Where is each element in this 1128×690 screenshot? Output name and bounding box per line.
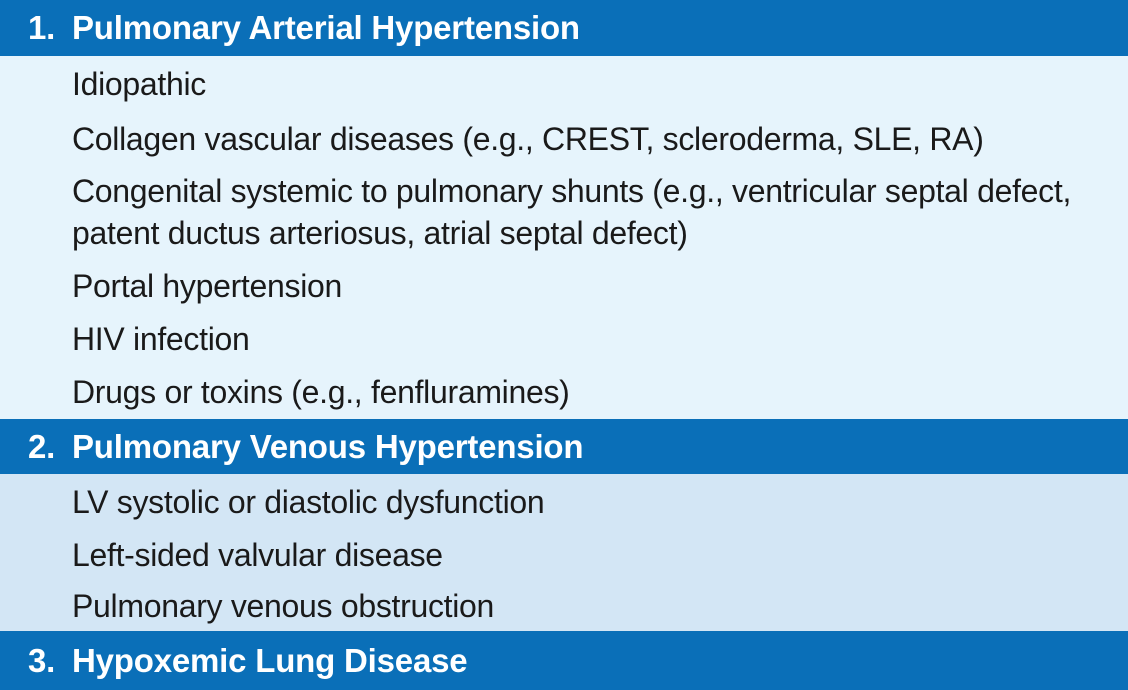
section-2-number: 2. [28, 427, 56, 465]
section-3-header [0, 631, 1128, 690]
section-1-items [0, 56, 1128, 419]
section-2-title: Pulmonary Venous Hypertension [72, 427, 584, 465]
list-item: Idiopathic [72, 66, 206, 102]
section-1-title: Pulmonary Arterial Hypertension [72, 9, 580, 46]
list-item: Collagen vascular diseases (e.g., CREST, scleroderma, SLE, RA) [72, 120, 984, 157]
list-item: Left-sided valvular disease [72, 536, 443, 573]
section-3-title: Hypoxemic Lung Disease [72, 641, 468, 679]
list-item: HIV infection [72, 321, 250, 357]
list-item: Portal hypertension [72, 268, 343, 304]
section-2-items [0, 474, 1128, 631]
section-2-header [0, 419, 1128, 474]
list-item: Drugs or toxins (e.g., fenfluramines) [72, 374, 570, 410]
list-item: LV systolic or diastolic dysfunction [72, 483, 545, 520]
section-1-header [0, 0, 1128, 56]
section-1-number: 1. [28, 9, 56, 46]
list-item: Pulmonary venous obstruction [72, 587, 495, 624]
section-3-number: 3. [28, 641, 56, 679]
list-item: Congenital systemic to pulmonary shunts (e.g., ventricular septal defect, patent ductus arteriosus, atrial septal defect) [72, 173, 1072, 251]
